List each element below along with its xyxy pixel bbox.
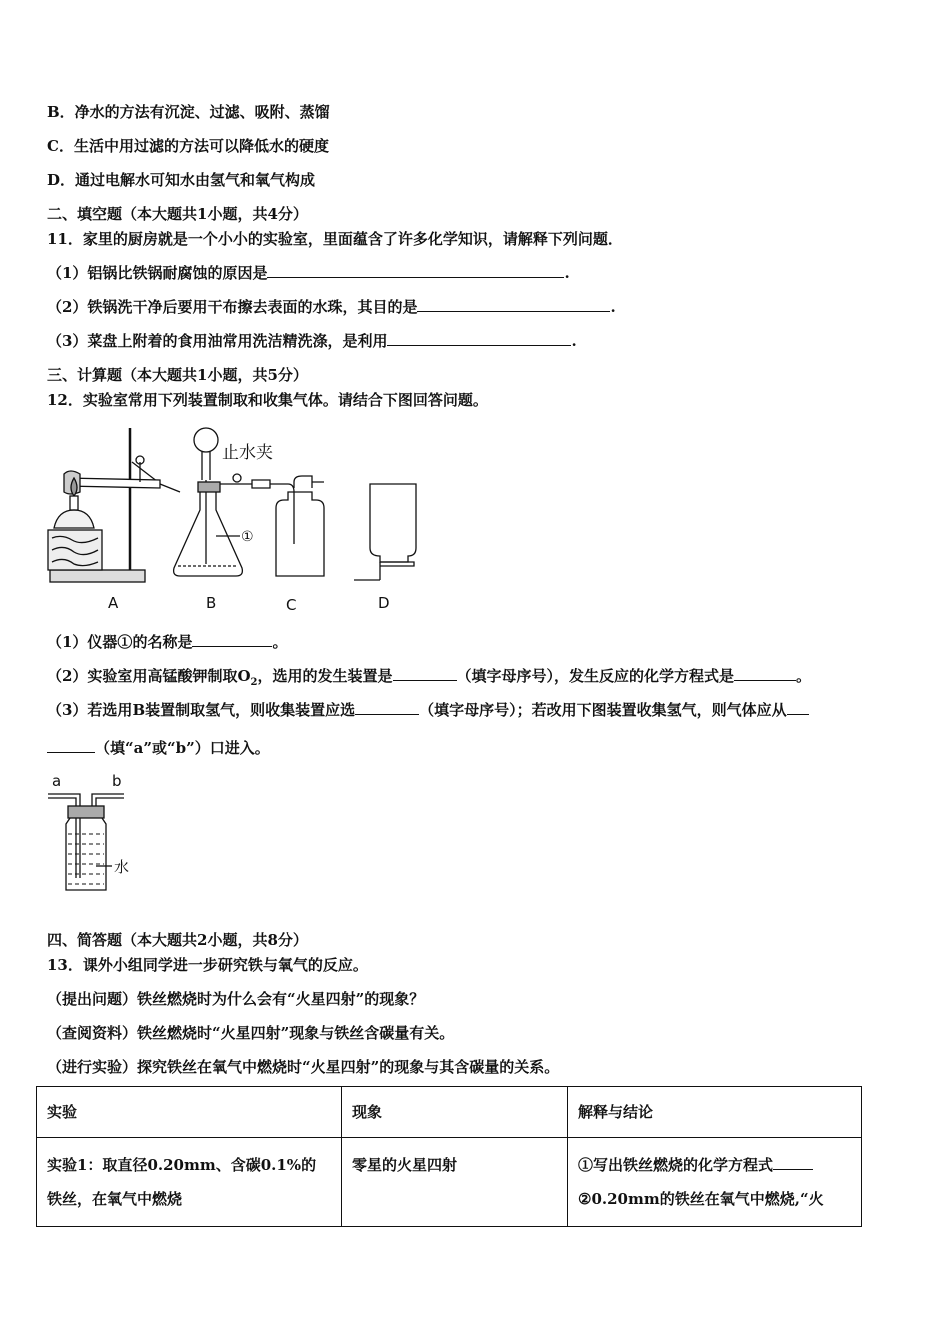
- answer-blank[interactable]: [192, 632, 272, 647]
- port-b-label: b: [112, 772, 122, 790]
- question-11: 11．家里的厨房就是一个小小的实验室，里面蕴含了许多化学知识，请解释下列问题．: [47, 230, 623, 248]
- q12-part-2: [47, 666, 811, 693]
- option-d: D．通过电解水可知水由氢气和氧气构成: [47, 171, 316, 189]
- subscript: 2: [250, 677, 258, 688]
- q11-part-3-text: （3）菜盘上附着的食用油常用洗洁精洗涤，是利用: [47, 332, 388, 350]
- cell-experiment: [37, 1138, 342, 1227]
- question-13: 13．课外小组同学进一步研究铁与氧气的反应。: [47, 956, 368, 974]
- answer-blank[interactable]: [47, 738, 95, 753]
- answer-blank[interactable]: [787, 700, 809, 715]
- section-2-heading: 二、填空题（本大题共1小题，共4分）: [47, 205, 308, 223]
- cell-explanation-line-2: ②0.20mm的铁丝在氧气中燃烧,“火: [578, 1190, 824, 1208]
- apparatus-a: [48, 428, 180, 582]
- experiment-table: [36, 1086, 862, 1227]
- carry-experiment: （进行实验）探究铁丝在氧气中燃烧时“火星四射”的现象与其含碳量的关系。: [47, 1058, 560, 1076]
- cell-explanation: [568, 1138, 862, 1227]
- port-a-label: a: [52, 772, 62, 790]
- cell-explanation-line-1: [578, 1148, 851, 1182]
- q11-part-2: [47, 297, 616, 317]
- instrument-marker: ①: [241, 529, 254, 545]
- section-3-heading: 三、计算题（本大题共1小题，共5分）: [47, 366, 308, 384]
- q11-part-2-text: （2）铁锅洗干净后要用干布擦去表面的水珠，其目的是: [47, 298, 418, 316]
- q11-part-3: [47, 331, 577, 351]
- label-d: D: [378, 594, 390, 612]
- consult-material: （查阅资料）铁丝燃烧时“火星四射”现象与铁丝含碳量有关。: [47, 1024, 455, 1042]
- q11-part-2-end: .: [610, 298, 616, 316]
- apparatus-figure: [40, 422, 440, 618]
- q12-part-1-end: 。: [272, 633, 288, 651]
- label-b: B: [206, 594, 217, 612]
- answer-blank[interactable]: [267, 263, 564, 278]
- q12-part-3-cont: [47, 738, 270, 758]
- section-4-heading: 四、简答题（本大题共2小题，共8分）: [47, 931, 308, 949]
- clip-label: 止水夹: [222, 443, 273, 463]
- label-c: C: [286, 596, 297, 614]
- q11-part-1-text: （1）铝锅比铁锅耐腐蚀的原因是: [47, 264, 268, 282]
- header-phenomenon: 现象: [342, 1087, 568, 1138]
- cell-phenomenon: 零星的火星四射: [342, 1138, 568, 1227]
- q11-part-1-end: .: [564, 264, 570, 282]
- q12-part-3: [47, 700, 809, 720]
- answer-blank[interactable]: [417, 297, 610, 312]
- q12-part-1-text: （1）仪器①的名称是: [47, 633, 193, 651]
- answer-blank[interactable]: [393, 666, 457, 681]
- answer-blank[interactable]: [355, 700, 419, 715]
- q12-part-3-text-a: （3）若选用B装置制取氢气，则收集装置应选: [47, 701, 356, 719]
- answer-blank[interactable]: [773, 1155, 813, 1170]
- cell-experiment-line-1: 实验1：取直径0.20mm、含碳0.1%的: [47, 1156, 317, 1174]
- q12-part-1: [47, 632, 287, 652]
- option-c: C．生活中用过滤的方法可以降低水的硬度: [47, 137, 329, 155]
- gas-bottle-figure: [44, 768, 144, 896]
- q11-part-3-end: .: [571, 332, 577, 350]
- raise-question: （提出问题）铁丝燃烧时为什么会有“火星四射”的现象？: [47, 990, 425, 1008]
- q12-part-2-text-a: （2）实验室用高锰酸钾制取O: [47, 667, 251, 685]
- table-header-row: [37, 1087, 862, 1138]
- q12-part-2-text-c: （填字母序号），发生反应的化学方程式是: [456, 667, 735, 685]
- q11-part-1: [47, 263, 570, 283]
- water-label: 水: [114, 858, 130, 876]
- question-12: 12．实验室常用下列装置制取和收集气体。请结合下图回答问题。: [47, 391, 488, 409]
- q12-part-3-text-b: （填字母序号）；若改用下图装置收集氢气，则气体应从: [419, 701, 787, 719]
- header-explanation: 解释与结论: [568, 1087, 862, 1138]
- q12-part-3-text-c: （填“a”或“b”）口进入。: [95, 739, 270, 757]
- table-row: [37, 1138, 862, 1227]
- option-b: B．净水的方法有沉淀、过滤、吸附、蒸馏: [47, 103, 330, 121]
- answer-blank[interactable]: [387, 331, 571, 346]
- apparatus-d: [354, 484, 416, 580]
- answer-blank[interactable]: [734, 666, 796, 681]
- cell-explanation-text: ①写出铁丝燃烧的化学方程式: [578, 1156, 774, 1174]
- q12-part-2-text-b: ，选用的发生装置是: [257, 667, 393, 685]
- cell-experiment-line-2: 铁丝，在氧气中燃烧: [47, 1190, 183, 1208]
- q12-part-2-end: 。: [796, 667, 812, 685]
- header-experiment: 实验: [37, 1087, 342, 1138]
- label-a: A: [108, 594, 119, 612]
- apparatus-c: [276, 476, 324, 576]
